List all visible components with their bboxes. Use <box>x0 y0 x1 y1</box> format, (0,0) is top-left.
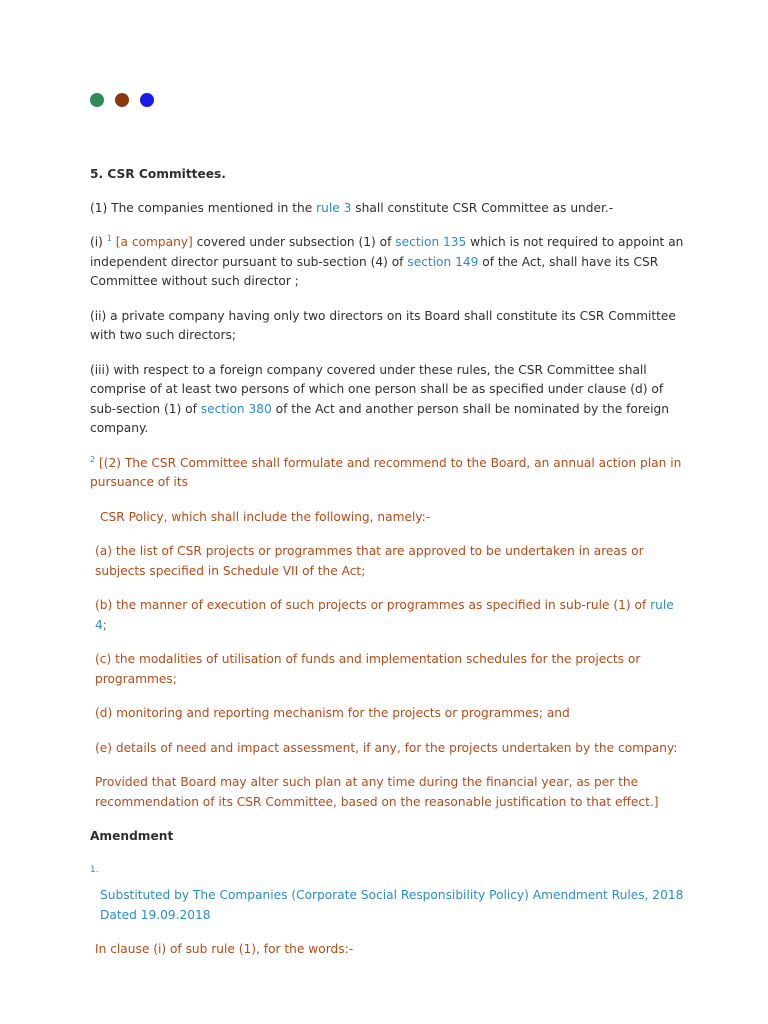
brown-dot <box>115 93 129 107</box>
section-149-link[interactable]: section 149 <box>407 254 479 269</box>
p4-text-post: of the Act and another person shall be nominated by the foreign company. <box>90 401 669 435</box>
amended-text: [a company] <box>111 235 193 249</box>
footnote-1-ref[interactable]: 1 <box>106 233 112 243</box>
p2-text-post: of the Act, shall have its CSR Committee without such director ; <box>90 254 659 288</box>
footnote-2-ref[interactable]: 2 <box>90 454 96 464</box>
p8-text-post: ; <box>102 617 107 632</box>
p4-text-pre: (iii) with respect to a foreign company covered under these rules, the CSR Committee shall comprise of at least two persons of which one person shall be as specified under clause (d) of sub-section (1) of <box>90 362 664 416</box>
footnote-number: 1. <box>90 864 99 875</box>
paragraph-iii <box>90 361 686 439</box>
footnote-note: In clause (i) of sub rule (1), for the words:- <box>95 942 354 956</box>
p1-text-post: shall constitute CSR Committee as under.- <box>351 200 614 215</box>
p2-text-pre: (i) <box>90 235 107 249</box>
footnote-text[interactable]: Substituted by The Companies (Corporate Social Responsibility Policy) Amendment Rules, 2018 Dated 19.09.2018 <box>100 888 684 922</box>
clause-b <box>90 596 686 635</box>
clause-e: (e) details of need and impact assessment, if any, for the projects undertaken by the company: <box>95 740 678 755</box>
p2-text-mid1: covered under subsection (1) of <box>192 235 396 249</box>
paragraph-2 <box>90 454 686 493</box>
section-heading: 5. CSR Committees. <box>90 167 226 181</box>
section-135-link[interactable]: section 135 <box>395 235 467 249</box>
csr-policy-line: CSR Policy, which shall include the following, namely:- <box>100 509 431 524</box>
paragraph-i <box>90 233 686 292</box>
green-dot <box>90 93 104 107</box>
section-380-link[interactable]: section 380 <box>200 401 272 416</box>
amendment-heading: Amendment <box>90 829 174 843</box>
proviso: Provided that Board may alter such plan at any time during the financial year, as per the recommendation of its CSR Committee, based on the reasonable justification to that effect.] <box>95 775 659 809</box>
p1-text-pre: (1) The companies mentioned in the <box>90 200 317 215</box>
blue-dot <box>140 93 154 107</box>
p8-text-pre: (b) the manner of execution of such projects or programmes as specified in sub-rule (1) of <box>95 598 651 612</box>
rule-4-link[interactable]: rule 4 <box>95 598 674 632</box>
document-body <box>90 165 686 975</box>
color-dots <box>90 93 154 107</box>
paragraph-ii: (ii) a private company having only two directors on its Board shall constitute its CSR Committee with two such directors; <box>90 308 676 342</box>
paragraph-1 <box>90 199 686 219</box>
clause-a: (a) the list of CSR projects or programmes that are approved to be undertaken in areas or subjects specified in Schedule VII of the Act; <box>95 544 644 578</box>
rule-3-link[interactable]: rule 3 <box>316 200 352 215</box>
clause-c: (c) the modalities of utilisation of funds and implementation schedules for the projects or programmes; <box>95 652 641 686</box>
clause-d: (d) monitoring and reporting mechanism for the projects or programmes; and <box>95 706 570 720</box>
p5-text: [(2) The CSR Committee shall formulate and recommend to the Board, an annual action plan in pursuance of its <box>90 455 682 489</box>
p2-text-mid2: which is not required to appoint an independent director pursuant to sub-section (4) of <box>90 235 684 269</box>
